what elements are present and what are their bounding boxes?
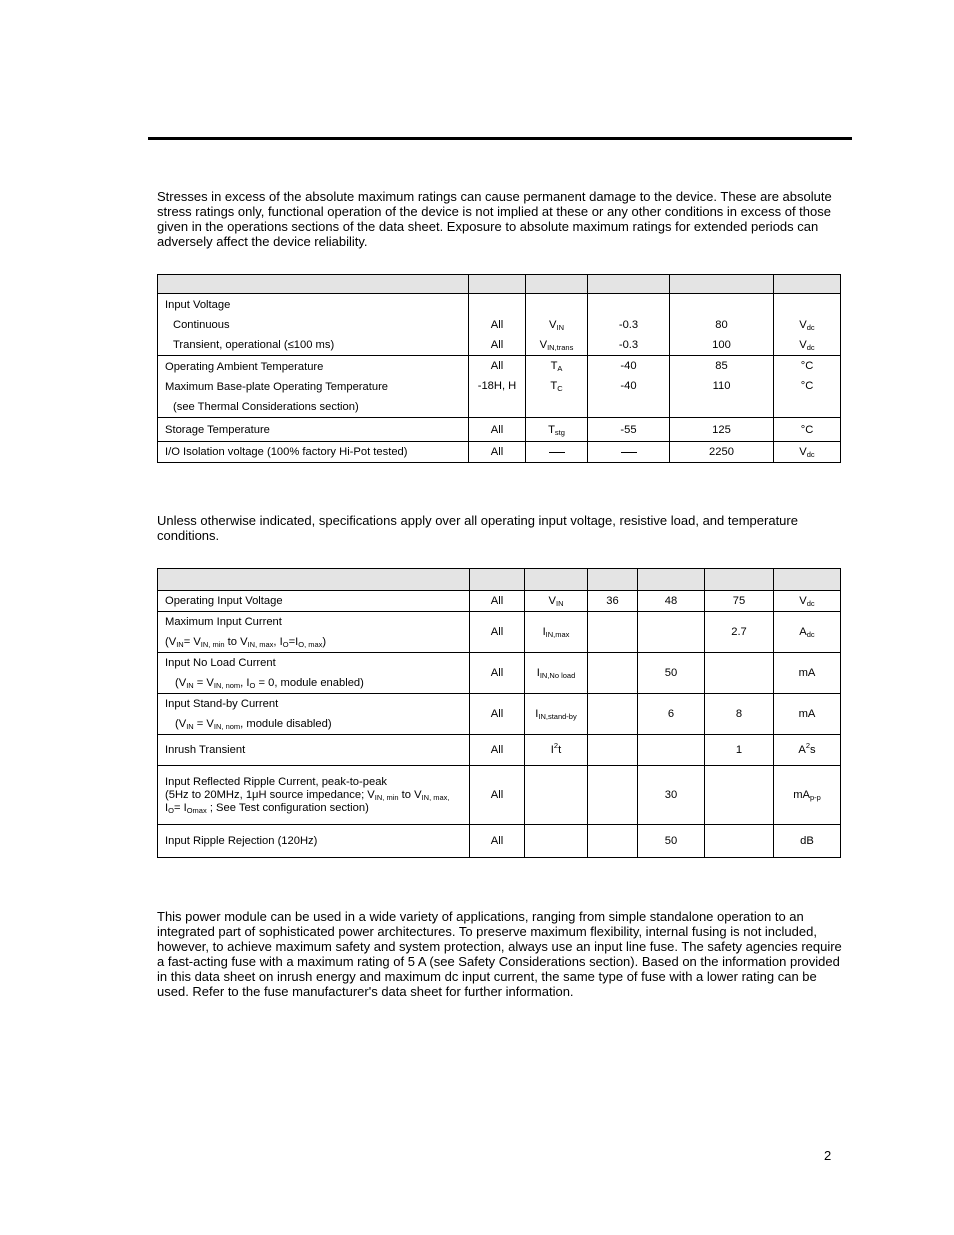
- max-cell: 1: [705, 735, 774, 766]
- device-cell: -18H, H: [477, 380, 517, 392]
- symbol-cell: $I^2t$: [525, 735, 588, 766]
- symbol-cell: $V_{IN}$: [525, 591, 588, 612]
- unit-cell: mA: [774, 653, 841, 694]
- min-cell: [588, 442, 670, 463]
- fusing-text: This power module can be used in a wide variety of applications, ranging from simple standalone operation to an integrated part of sophisticated power architectures. To preserve maximum flexibility, internal fusing is not included, however, to achieve maximum safety and system protection, always use an input line fuse. The safety agencies require a fast-acting fuse with a maximum rating of 5 A (see Safety Considerations section). Based on the information provided in this data sheet on inrush energy and maximum dc input current, the same type of fuse with a lower rating can be used. Refer to the fuse manufacturer's data sheet for further information.: [157, 909, 842, 999]
- min-cell: -0.3: [618, 338, 639, 351]
- table-row: [158, 418, 841, 442]
- param-label: I/O Isolation voltage (100% factory Hi-Pot tested): [158, 442, 469, 463]
- unit-cell: $A_{dc}$: [774, 612, 841, 653]
- param-label: Input Ripple Rejection (120Hz): [158, 825, 470, 858]
- symbol-cell: [526, 442, 588, 463]
- unit-cell: mA: [774, 694, 841, 735]
- table-row: [158, 612, 841, 653]
- param-label: Operating Ambient Temperature: [165, 360, 324, 373]
- param-sublabel: Continuous: [173, 318, 230, 331]
- unit-cell: °C: [774, 418, 841, 442]
- table-row: [158, 653, 841, 694]
- device-cell: All: [470, 591, 525, 612]
- param-label: Input Voltage: [165, 298, 231, 311]
- unit-cell: $mA_{p-p}$: [774, 766, 841, 825]
- conditions-text: Unless otherwise indicated, specifications apply over all operating input voltage, resistive load, and temperature conditions.: [157, 513, 798, 543]
- symbol-cell: $T_A$: [550, 360, 563, 373]
- device-cell: All: [470, 825, 525, 858]
- max-cell: 75: [705, 591, 774, 612]
- param-label: Input Stand-by Current: [165, 698, 279, 710]
- unit-cell: $V_{dc}$: [774, 591, 841, 612]
- unit-cell: dB: [774, 825, 841, 858]
- max-cell: 85: [715, 360, 728, 372]
- param-label: Inrush Transient: [158, 735, 470, 766]
- param-label: Operating Input Voltage: [158, 591, 470, 612]
- device-cell: All: [470, 766, 525, 825]
- typ-cell: 50: [638, 825, 705, 858]
- symbol-cell: $I_{IN,max}$: [525, 612, 588, 653]
- max-cell: 110: [712, 380, 731, 392]
- table-header-row: [158, 275, 841, 294]
- max-cell: 8: [705, 694, 774, 735]
- typ-cell: 6: [638, 694, 705, 735]
- device-cell: All: [490, 318, 504, 331]
- param-note: (see Thermal Considerations section): [173, 400, 359, 413]
- param-label: Maximum Base-plate Operating Temperature: [165, 380, 389, 393]
- unit-cell: $V_{dc}$: [799, 338, 815, 352]
- table-row: [158, 442, 841, 463]
- min-cell: 36: [588, 591, 638, 612]
- unit-cell: $V_{dc}$: [774, 442, 841, 463]
- max-cell: 125: [670, 418, 774, 442]
- min-cell: -40: [620, 380, 637, 392]
- page-number: 2: [824, 1148, 832, 1163]
- max-cell: 80: [715, 318, 728, 331]
- param-sublabel: Transient, operational (≤100 ms): [173, 338, 335, 351]
- typ-cell: 50: [638, 653, 705, 694]
- unit-cell: $V_{dc}$: [799, 318, 815, 332]
- device-cell: All: [470, 735, 525, 766]
- table-row: [158, 356, 841, 418]
- input-spec-table: [157, 568, 841, 858]
- min-cell: -55: [588, 418, 670, 442]
- max-cell: 2.7: [705, 612, 774, 653]
- device-cell: All: [469, 442, 526, 463]
- max-cell: 2250: [670, 442, 774, 463]
- table-row: [158, 766, 841, 825]
- param-condition: ($V_{IN}= V_{IN, min}$ to $V_{IN, max}$, $I_O=I_{O, max}$): [165, 636, 327, 649]
- symbol-cell: $T_C$: [550, 380, 563, 393]
- device-cell: All: [490, 360, 504, 372]
- device-cell: All: [470, 653, 525, 694]
- param-condition: ($V_{IN} = V_{IN, nom}$, $I_O = 0$, module enabled): [175, 677, 364, 690]
- min-cell: -0.3: [618, 318, 639, 331]
- symbol-cell: $T_{stg}$: [526, 418, 588, 442]
- device-cell: All: [470, 612, 525, 653]
- table-row: [158, 735, 841, 766]
- param-condition: (5Hz to 20MHz, 1μH source impedance; $V_{IN, min}$ to $V_{IN, max,}$: [165, 788, 450, 802]
- abs-max-intro: Stresses in excess of the absolute maximum ratings can cause permanent damage to the device. These are absolute stress ratings only, functional operation of the device is not implied at these or any other conditions in excess of those given in the operations sections of the data sheet. Exposure to absolute maximum ratings for extended periods can adversely affect the device reliability.: [157, 189, 832, 249]
- table-row: [158, 825, 841, 858]
- typ-cell: 30: [638, 766, 705, 825]
- table-row: [158, 694, 841, 735]
- param-label: Storage Temperature: [158, 418, 469, 442]
- table-row: [158, 591, 841, 612]
- section-rule: [148, 137, 852, 140]
- abs-max-table: [157, 274, 841, 463]
- symbol-cell: $I_{IN,stand-by}$: [525, 694, 588, 735]
- symbol-cell: $I_{IN,No load}$: [525, 653, 588, 694]
- param-label: Maximum Input Current: [165, 616, 282, 628]
- param-label: Input Reflected Ripple Current, peak-to-peak: [165, 775, 388, 788]
- device-cell: All: [469, 418, 526, 442]
- max-cell: 100: [712, 338, 731, 351]
- symbol-cell: $V_{IN,trans}$: [539, 338, 574, 352]
- table-header-row: [158, 569, 841, 591]
- unit-cell: $A^2s$: [774, 735, 841, 766]
- symbol-cell: $V_{IN}$: [549, 318, 564, 332]
- device-cell: All: [490, 338, 504, 351]
- table-row: [158, 294, 841, 356]
- min-cell: -40: [620, 360, 637, 372]
- dash-icon: [621, 452, 637, 453]
- unit-cell: °C: [800, 380, 814, 392]
- dash-icon: [549, 452, 565, 453]
- unit-cell: °C: [800, 360, 814, 372]
- param-label: Input No Load Current: [165, 657, 276, 669]
- typ-cell: 48: [638, 591, 705, 612]
- device-cell: All: [470, 694, 525, 735]
- param-condition: ($V_{IN} = V_{IN, nom}$, module disabled): [175, 718, 332, 731]
- param-condition: $I_O= I_{Omax}$ ; See Test configuration section): [165, 801, 369, 815]
